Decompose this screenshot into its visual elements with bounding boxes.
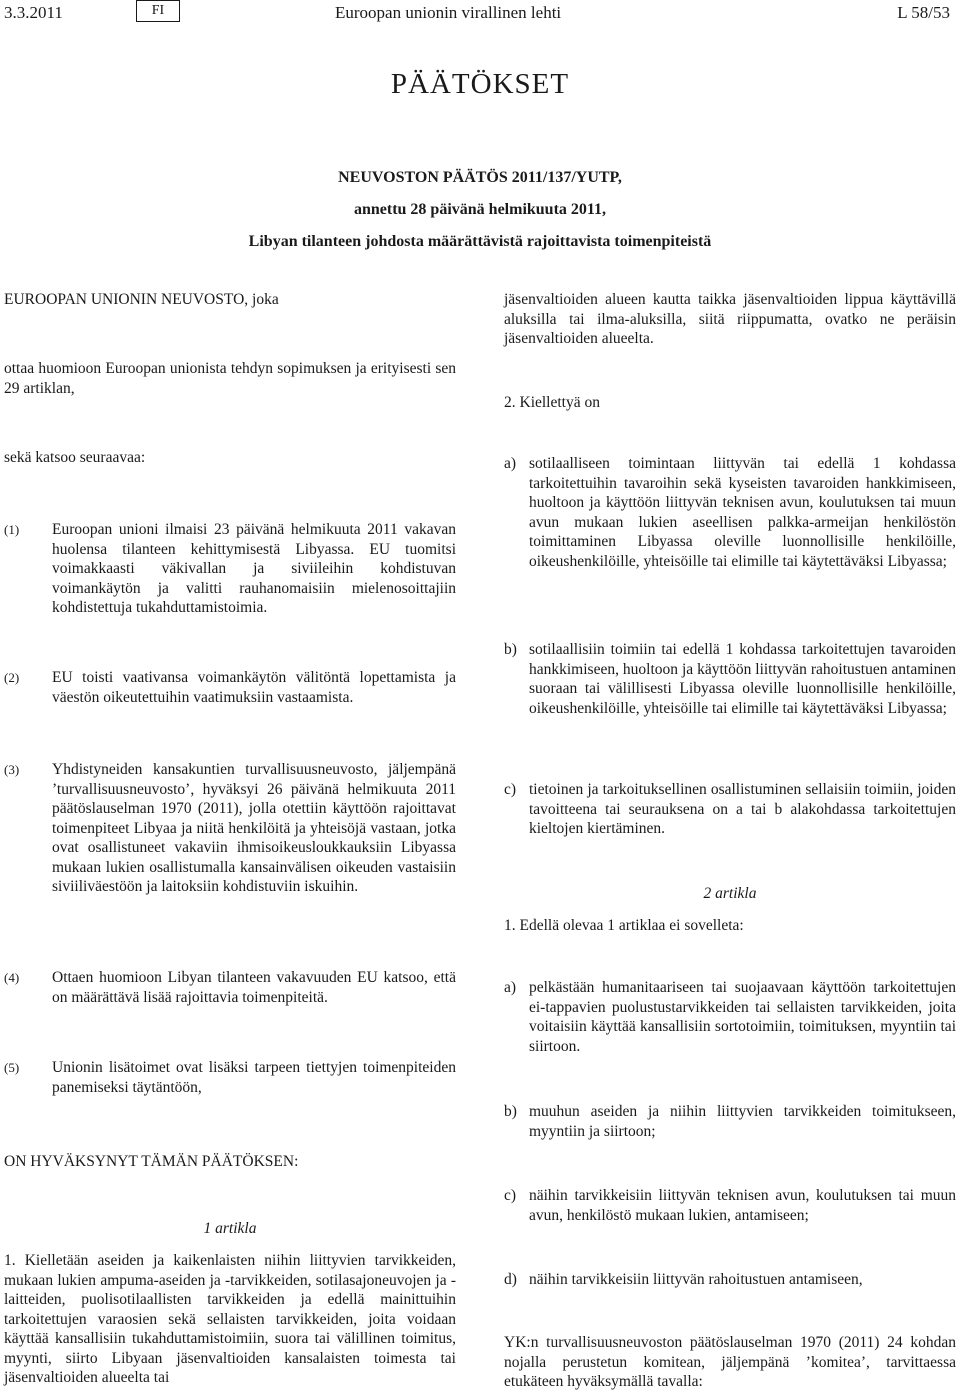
- journal-header: [0, 0, 960, 26]
- recital-text: Euroopan unioni ilmaisi 23 päivänä helmikuuta 2011 vakavan huolensa tilanteen kehittymisestä Libyassa. EU tuomitsi voimakkaasti väkivallan ja siviileihin kohdistuvan voimankäytön ja valitti rauhanomaisiin mielenosoittajiin kohdistettuja tukahduttamistoimia.: [52, 521, 456, 616]
- recital-2: [4, 668, 456, 708]
- article-1-paragraph-2: 2. Kiellettyä on: [504, 394, 600, 411]
- item-text: tietoinen ja tarkoituksellinen osallistuminen sellaisiin toimiin, joiden tavoitteena tai seurauksena on a tai b alakohdassa tarkoitettujen kieltojen kiertäminen.: [529, 781, 956, 837]
- prohibition-c: [504, 780, 956, 840]
- item-text: sotilaallisiin toimiin tai edellä 1 kohdassa tarkoitettujen tavaroiden hankkimiseen, huoltoon ja käyttöön liittyvän rahoitustuen antaminen suoraan tai välillisesti Libyassa oleville luonnollisille henkilöille, oikeushenkilöille, yhteisöille tai elimille tai käytettäväksi Libyassa;: [529, 641, 956, 717]
- recital-4: [4, 968, 456, 1008]
- adopted-clause: ON HYVÄKSYNYT TÄMÄN PÄÄTÖKSEN:: [4, 1153, 299, 1170]
- decision-subject: Libyan tilanteen johdosta määrättävistä rajoittavista toimenpiteistä: [248, 233, 712, 250]
- item-text: pelkästään humanitaariseen tai suojaavaan käyttöön tarkoitettujen ei-tappavien puolustustarvikkeiden tai sellaisten tarvikkeiden, joita voitaisiin käyttää kansallisiin sortotoimiin, toimituksen, myyntiin tai siirtoon.: [529, 979, 956, 1055]
- council-preamble: EUROOPAN UNIONIN NEUVOSTO, joka: [4, 291, 279, 308]
- article-1-continuation: jäsenvaltioiden alueen kautta taikka jäsenvaltioiden lippua käyttävillä aluksilla tai ilma-aluksilla, siitä riippumatta, ovatko ne peräisin jäsenvaltioiden alueelta.: [504, 291, 956, 347]
- publication-date: 3.3.2011: [4, 3, 63, 22]
- item-text: näihin tarvikkeisiin liittyvän teknisen avun, koulutuksen tai muun avun, henkilöstö mukaan lukien, antamiseen;: [529, 1187, 956, 1224]
- exemption-d: [504, 1270, 956, 1290]
- recital-5: [4, 1058, 456, 1098]
- recital-number: (2): [4, 670, 20, 685]
- item-text: muuhun aseiden ja niihin liittyvien tarvikkeiden toimitukseen, myyntiin ja siirtoon;: [529, 1103, 956, 1140]
- prohibition-b: [504, 640, 956, 740]
- recital-3: [4, 760, 456, 920]
- page-reference: L 58/53: [897, 3, 950, 22]
- item-label: b): [504, 641, 517, 658]
- item-label: d): [504, 1271, 517, 1288]
- journal-title: Euroopan unionin virallinen lehti: [335, 3, 562, 22]
- article-1-title: 1 artikla: [203, 1220, 257, 1237]
- item-label: c): [504, 1187, 517, 1204]
- closing-clause: YK:n turvallisuusneuvoston päätöslauselman 1970 (2011) 24 kohdan nojalla perustetun komitean, jäljempänä ’komitea’, tarvittaessa etukäteen hyväksymällä tavalla:: [504, 1334, 956, 1390]
- item-label: b): [504, 1103, 517, 1120]
- recital-number: (3): [4, 762, 20, 777]
- article-2-paragraph-1: 1. Edellä olevaa 1 artiklaa ei sovelleta:: [504, 917, 744, 934]
- whereas-intro: sekä katsoo seuraavaa:: [4, 449, 146, 466]
- item-label: a): [504, 455, 517, 472]
- exemption-c: [504, 1186, 956, 1226]
- item-label: c): [504, 781, 517, 798]
- exemption-b: [504, 1102, 956, 1142]
- decision-date: annettu 28 päivänä helmikuuta 2011,: [353, 201, 607, 218]
- recital-text: Yhdistyneiden kansakuntien turvallisuusneuvosto, jäljempänä ’turvallisuusneuvosto’, hyväksyi 26 päivänä helmikuuta 2011 päätöslauselman 1970 (2011), jolla otettiin käyttöön rajoittavat toimenpiteet Libyaa ja niitä henkilöitä ja yhteisöjä vastaan, jotka ovat osallistuneet vakaviin ihmisoikeusloukkauksiin Libyassa mukaan lukien osallistumalla kansainvälisen oikeuden vastaisiin siviiliväestöön ja laitoksiin kohdistuviin iskuihin.: [52, 761, 456, 895]
- recital-number: (1): [4, 522, 20, 537]
- exemption-a: [504, 978, 956, 1058]
- language-badge: FI: [136, 0, 180, 22]
- item-text: näihin tarvikkeisiin liittyvän rahoitustuen antamiseen,: [529, 1271, 863, 1288]
- section-title: PÄÄTÖKSET: [390, 68, 570, 100]
- item-label: a): [504, 979, 517, 996]
- article-2-title: 2 artikla: [703, 885, 757, 902]
- recital-1: [4, 520, 456, 620]
- recital-text: Unionin lisätoimet ovat lisäksi tarpeen tiettyjen toimenpiteiden panemiseksi täytäntöön,: [52, 1059, 456, 1096]
- regard-clause: ottaa huomioon Euroopan unionista tehdyn sopimuksen ja erityisesti sen 29 artiklan,: [4, 360, 456, 397]
- recital-number: (5): [4, 1060, 20, 1075]
- recital-text: Ottaen huomioon Libyan tilanteen vakavuuden EU katsoo, että on määrättävä lisää rajoittavia toimenpiteitä.: [52, 969, 456, 1006]
- prohibition-a: [504, 454, 956, 594]
- recital-text: EU toisti vaativansa voimankäytön välitöntä lopettamista ja väestön oikeutettuihin vaatimuksiin vastaamista.: [52, 669, 456, 706]
- decision-number: NEUVOSTON PÄÄTÖS 2011/137/YUTP,: [338, 169, 622, 186]
- recital-number: (4): [4, 970, 20, 985]
- article-1-paragraph-1: 1. Kielletään aseiden ja kaikenlaisten niihin liittyvien tarvikkeiden, mukaan lukien ampuma-aseiden ja -tarvikkeiden, sotilasajoneuvojen ja -laitteiden, puolisotilaallisten tarvikkeiden ja edellä mainittuihin tarkoitettujen varaosien sekä sellaisten tarvikkeiden, joita voidaan käyttää kansallisiin tukahduttamistoimiin, suora tai välillinen toimitus, myynti, siirto Libyaan jäsenvaltioiden kansalaisten toimesta tai jäsenvaltioiden alueelta tai: [4, 1252, 456, 1386]
- item-text: sotilaalliseen toimintaan liittyvän tai edellä 1 kohdassa tarkoitettuihin tavaroihin sekä kyseisten tavaroiden hankkimiseen, huoltoon ja käyttöön liittyvän teknisen avun, koulutuksen tai muun avun mukaan lukien aseellisen palkka-armeijan henkilöstön toimittaminen Libyassa oleville luonnollisille henkilöille, oikeushenkilöille, yhteisöille tai elimille tai käytettäväksi Libyassa;: [529, 455, 956, 570]
